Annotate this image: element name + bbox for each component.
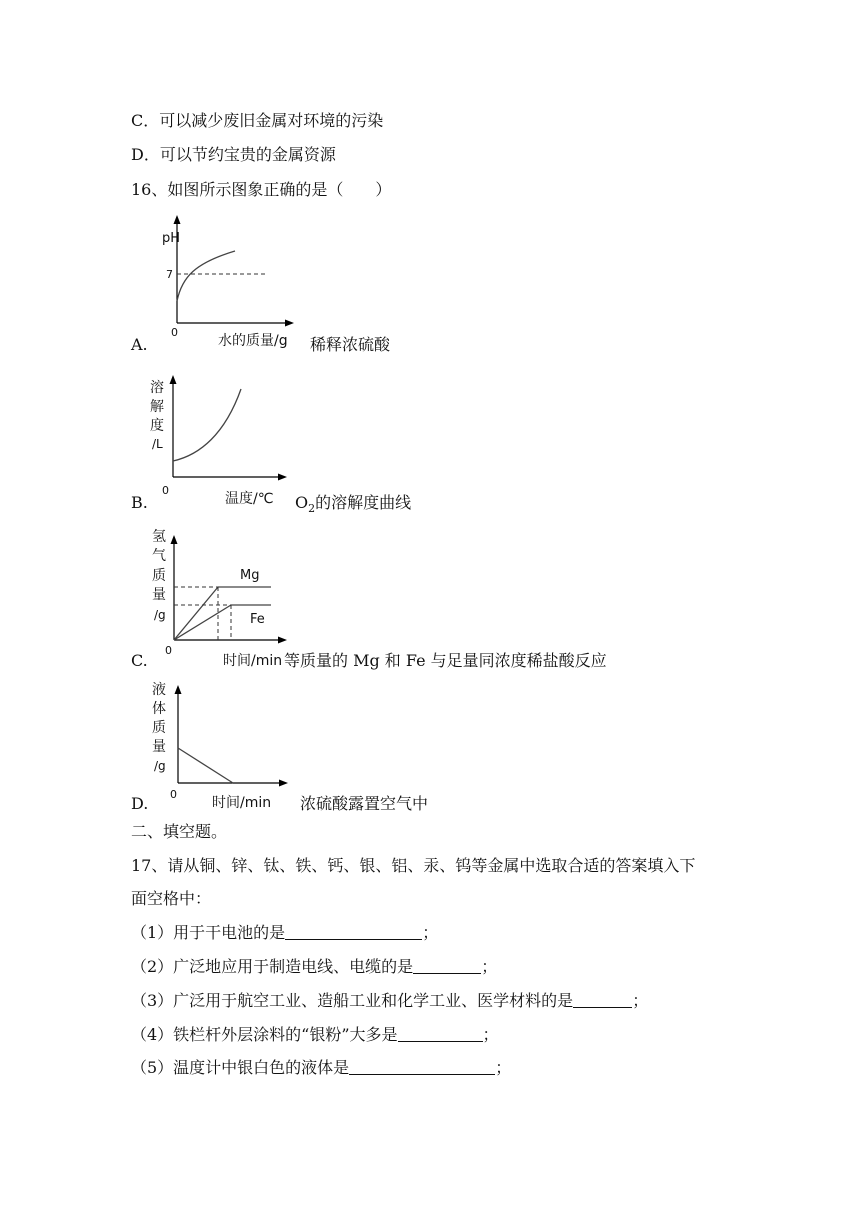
y-axis-arrow: [174, 215, 181, 224]
caption-subscript-2: 2: [308, 502, 316, 516]
y-axis-label-2: 解: [150, 399, 164, 415]
x-axis-arrow: [278, 474, 287, 481]
graph-a: [160, 215, 340, 355]
x-axis-arrow: [285, 320, 294, 327]
y-axis-label-1: 溶: [150, 380, 164, 396]
y-axis-label-4: 量: [152, 739, 166, 755]
q17-item-4-blank[interactable]: [398, 1025, 483, 1042]
x-axis-arrow: [279, 780, 288, 787]
option-c-prev: C．可以减少废旧金属对环境的污染: [131, 111, 384, 130]
option-b-letter: B.: [131, 493, 148, 512]
option-c-caption: 等质量的 Mg 和 Fe 与足量同浓度稀盐酸反应: [284, 651, 607, 670]
q17-item-4: [131, 1025, 499, 1045]
y-axis-label-3: 质: [152, 720, 166, 736]
origin-label: 0: [171, 326, 178, 339]
origin-label: 0: [170, 788, 177, 801]
q17-item-1-blank[interactable]: [285, 923, 422, 940]
q17-item-1-text: （1）用于干电池的是: [131, 923, 286, 942]
solubility-curve: [173, 389, 241, 461]
mass-line: [178, 748, 233, 783]
y-axis-arrow: [175, 685, 182, 694]
y-axis-label-3: 度: [150, 418, 164, 434]
x-axis-label: 时间/min: [212, 795, 272, 811]
q17-item-5: [131, 1058, 511, 1078]
q17-item-5-text: （5）温度计中银白色的液体是: [131, 1058, 350, 1077]
ph-curve: [177, 251, 235, 301]
y-axis-label-3: 质: [152, 568, 166, 584]
mg-rising-line: [174, 587, 218, 640]
y-axis-label-4: 量: [152, 587, 166, 603]
y-axis-label: pH: [162, 231, 181, 246]
option-d-caption: 浓硫酸露置空气中: [300, 794, 429, 813]
option-d-letter: D.: [131, 794, 149, 813]
section-2-title: 二、填空题。: [131, 822, 228, 841]
option-b-caption: [295, 493, 411, 519]
q17-item-1: [131, 923, 438, 943]
x-axis-label: 时间/min: [223, 653, 283, 669]
series-label-mg: Mg: [240, 568, 260, 583]
q17-item-4-text: （4）铁栏杆外层涂料的“银粉”大多是: [131, 1025, 398, 1044]
caption-rest: 的溶解度曲线: [315, 493, 412, 512]
option-c-letter: C.: [131, 651, 148, 670]
x-axis-label: 温度/℃: [225, 491, 274, 507]
option-a-caption: 稀释浓硫酸: [310, 335, 391, 354]
y-axis-label-1: 液: [152, 682, 166, 698]
y-axis-label-4: /L: [152, 437, 163, 451]
y-axis-label-5: /g: [154, 608, 166, 622]
option-a-letter: A.: [131, 335, 148, 354]
tick-7-label: 7: [166, 268, 173, 281]
q17-item-2-text: （2）广泛地应用于制造电线、电缆的是: [131, 957, 414, 976]
y-axis-arrow: [170, 375, 177, 384]
fe-rising-line: [174, 605, 231, 640]
y-axis-label-2: 气: [152, 548, 166, 564]
origin-label: 0: [165, 644, 172, 657]
q17-item-3-blank[interactable]: [573, 991, 632, 1008]
x-axis-arrow: [278, 637, 287, 644]
q17-item-2-blank[interactable]: [413, 957, 481, 974]
question-17-stem-line2: 面空格中：: [131, 889, 212, 908]
q17-item-1-end: ；: [422, 923, 439, 942]
x-axis-label: 水的质量/g: [218, 333, 288, 349]
q17-item-4-end: ；: [482, 1025, 499, 1044]
question-17-stem-line1: 17、请从铜、锌、钛、铁、钙、银、铝、汞、钨等金属中选取合适的答案填入下: [131, 856, 696, 875]
q17-item-3: [131, 991, 648, 1011]
q17-item-3-end: ；: [632, 991, 649, 1010]
q17-item-5-blank[interactable]: [349, 1058, 495, 1075]
origin-label: 0: [162, 484, 169, 497]
y-axis-label-5: /g: [154, 759, 166, 773]
option-d-prev: D．可以节约宝贵的金属资源: [131, 145, 336, 164]
q17-item-3-text: （3）广泛用于航空工业、造船工业和化学工业、医学材料的是: [131, 991, 574, 1010]
question-16-stem: 16、如图所示图象正确的是（ ）: [131, 180, 392, 199]
q17-item-2: [131, 957, 497, 977]
series-label-fe: Fe: [250, 612, 265, 627]
y-axis-label-1: 氢: [152, 529, 166, 545]
q17-item-2-end: ；: [481, 957, 498, 976]
q17-item-5-end: ；: [495, 1058, 512, 1077]
caption-o: O: [295, 493, 309, 512]
y-axis-arrow: [171, 535, 178, 544]
y-axis-label-2: 体: [152, 701, 166, 717]
